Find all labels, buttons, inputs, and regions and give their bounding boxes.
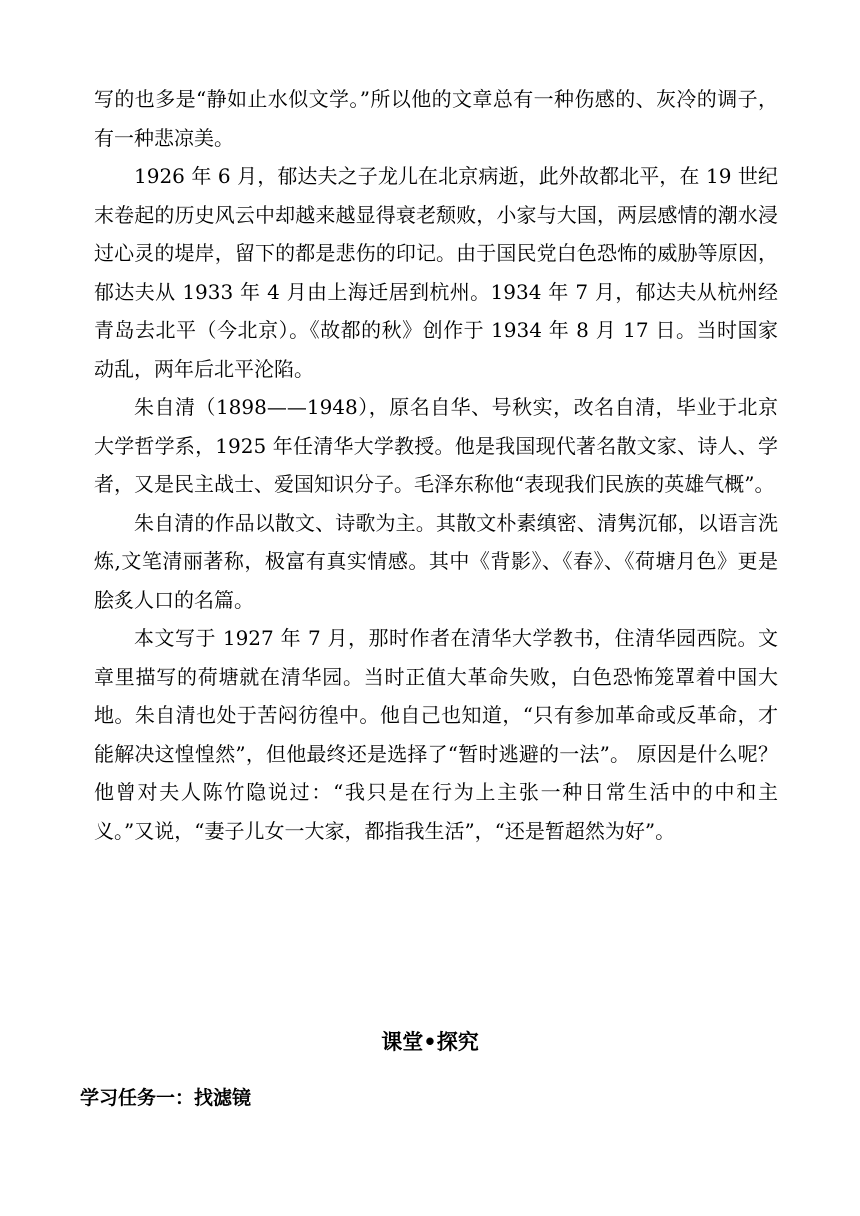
paragraph-zhu-ziqing-works: 朱自清的作品以散文、诗歌为主。其散文朴素缜密、清隽沉郁，以语言洗炼,文笔清丽著称，极富有真实情感。其中《背影》、《春》、《荷塘月色》更是脍炙人口的名篇。 xyxy=(94,510,778,612)
paragraph-yu-dafu-background: 1926 年 6 月，郁达夫之子龙儿在北京病逝，此外故都北平，在 19 世纪末卷起的历史风云中却越来越显得衰老颓败，小家与大国，两层感情的潮水浸过心灵的堤岸，留下的都是悲伤的印记。由于国民党白色恐怖的威胁等原因，郁达夫从 1933 年 4 月由上海迁居到杭州。1934 年 7 月，郁达夫从杭州经青岛去北平（今北京）。《故都的秋》创作于 1934 年 8 月 17 日。当时国家动乱，两年后北平沦陷。 xyxy=(94,164,778,381)
body-text xyxy=(94,80,778,850)
paragraph-continuation: 写的也多是“静如止水似文学。”所以他的文章总有一种伤感的、灰冷的调子，有一种悲凉美。 xyxy=(94,87,778,150)
paragraph-zhu-ziqing-bio: 朱自清（1898——1948），原名自华、号秋实，改名自清，毕业于北京大学哲学系，1925 年任清华大学教授。他是我国现代著名散文家、诗人、学者，又是民主战士、爱国知识分子。毛泽东称他“表现我们民族的英雄气概”。 xyxy=(94,395,778,496)
section-heading: 课堂•探究 xyxy=(381,1030,479,1054)
paragraph-writing-context: 本文写于 1927 年 7 月，那时作者在清华大学教书，住清华园西院。文章里描写的荷塘就在清华园。当时正值大革命失败，白色恐怖笼罩着中国大地。朱自清也处于苦闷彷徨中。他自己也知道，“只有参加革命或反革命，才能解决这惶惶然”，但他最终还是选择了“暂时逃避的一法”。 原因是什么呢？他曾对夫人陈竹隐说过：“我只是在行为上主张一种日常生活中的中和主义。”又说，“妻子儿女一大家，都指我生活”，“还是暂超然为好”。 xyxy=(94,626,778,843)
task-heading: 学习任务一：找滤镜 xyxy=(80,1087,252,1109)
